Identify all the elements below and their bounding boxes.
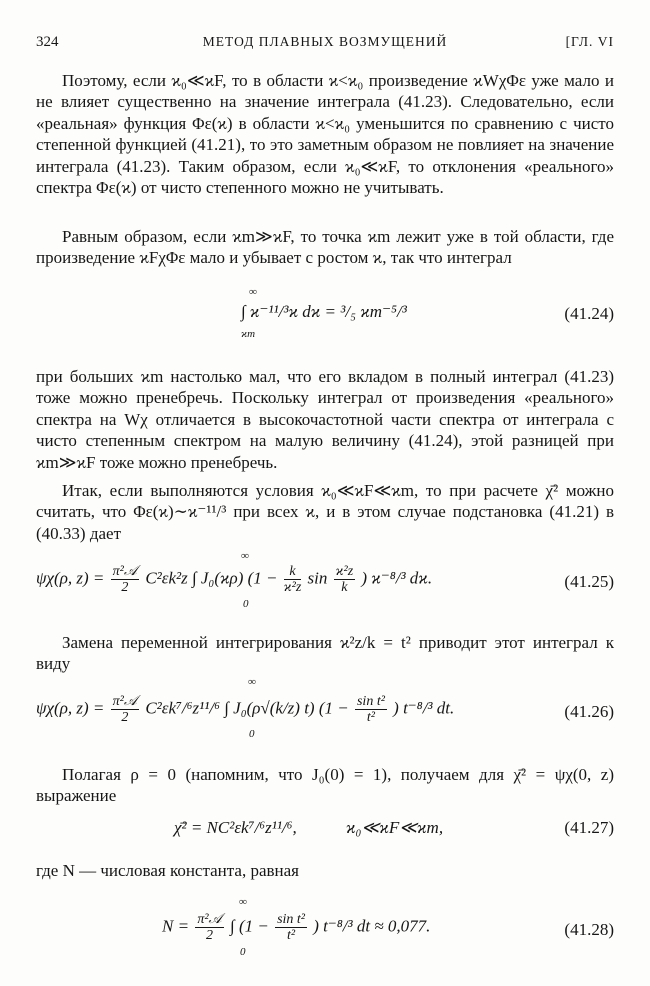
fraction	[275, 912, 307, 943]
equation-body	[36, 564, 432, 595]
equation-middle: ∫ (1 −	[230, 916, 269, 936]
integral-lower-limit: 0	[249, 728, 255, 740]
equation-tail: ) t⁻⁸/³ dt ≈ 0,077.	[313, 916, 431, 936]
equation-41-28	[36, 896, 614, 962]
equation-middle: C²εk²z ∫ J₀(ϰρ) (1 −	[145, 568, 278, 588]
fraction	[284, 564, 302, 595]
fraction	[195, 912, 223, 943]
fraction	[111, 564, 139, 595]
fraction-denominator: 2	[206, 928, 214, 943]
integral-lower-limit: 0	[243, 598, 249, 610]
fraction	[111, 694, 139, 725]
paragraph-2: Равным образом, если ϰm≫ϰF, то точка ϰm лежит уже в той области, где произведение ϰFχΦε мало и убывает с ростом ϰ, так что интеграл	[36, 227, 614, 268]
equation-41-27	[36, 818, 614, 844]
fraction-numerator: π²𝒜	[112, 564, 138, 579]
fraction-numerator: k	[284, 564, 302, 580]
equation-condition: ϰ₀≪ϰF≪ϰm,	[346, 818, 444, 837]
integral-lower-limit: ϰm	[241, 328, 256, 340]
equation-expression: ∫ ϰ⁻¹¹/³ϰ dϰ = ³/₅ ϰm⁻⁵/³	[241, 302, 407, 321]
page	[36, 0, 614, 986]
fraction-numerator: π²𝒜	[197, 912, 222, 927]
equation-tail: ) ϰ⁻⁸/³ dϰ.	[361, 568, 433, 588]
equation-lhs: ψχ(ρ, z) =	[36, 568, 105, 588]
equation-number: (41.28)	[564, 920, 614, 939]
fraction-numerator: ϰ²z	[335, 564, 354, 579]
equation-number: (41.25)	[564, 572, 614, 591]
equation-middle: C²εk⁷/⁶z¹¹/⁶ ∫ J₀(ρ√(k/z) t) (1 −	[145, 698, 349, 718]
equation-number: (41.26)	[564, 702, 614, 721]
integral-upper-limit: ∞	[239, 896, 247, 908]
integral-upper-limit: ∞	[248, 676, 256, 688]
fraction-denominator: t²	[287, 928, 296, 943]
page-number: 324	[36, 34, 59, 50]
fraction-numerator: sin t²	[356, 694, 385, 709]
paragraph-6: Полагая ρ = 0 (напомним, что J₀(0) = 1), получаем для χ̄² = ψχ(0, z) выражение	[36, 765, 614, 806]
fraction	[334, 564, 356, 595]
paragraph-7: где N — числовая константа, равная	[36, 861, 299, 880]
equation-lhs: ψχ(ρ, z) =	[36, 698, 105, 718]
paragraph-4: Итак, если выполняются условия ϰ₀≪ϰF≪ϰm, то при расчете χ̄² можно считать, что Φε(ϰ)∼ϰ⁻¹¹/³ при всех ϰ, и в этом случае подстановка (41.21) в (40.33) дает	[36, 481, 614, 543]
fraction-numerator: π²𝒜	[112, 694, 138, 709]
equation-body	[162, 912, 430, 943]
fraction	[355, 694, 387, 725]
equation-body	[36, 694, 454, 725]
equation-41-25	[36, 550, 614, 614]
paragraph-5: Замена переменной интегрирования ϰ²z/k = t² приводит этот интеграл к виду	[36, 633, 614, 674]
integral-lower-limit: 0	[240, 946, 246, 958]
fraction-denominator: ϰ²z	[283, 580, 302, 595]
paragraph-1: Поэтому, если ϰ₀≪ϰF, то в области ϰ<ϰ₀ произведение ϰWχΦε уже мало и не влияет существенно на значение интеграла (41.23). Следовательно, если «реальная» функция Φε(ϰ) в области ϰ<ϰ₀ уменьшится по сравнению с чисто степенной функцией (41.21), то это заметным образом не повлияет на значение интеграла (41.23). Таким образом, если ϰ₀≪ϰF, то отклонения «реального» спектра Φε(ϰ) от чисто степенного можно не учитывать.	[36, 71, 614, 198]
equation-41-26	[36, 676, 614, 746]
equation-number: (41.27)	[564, 818, 614, 837]
paragraph-3: при больших ϰm настолько мал, что его вкладом в полный интеграл (41.23) тоже можно пренебречь. Поскольку интеграл от произведения «реального» спектра на Wχ отличается в высокочастотной части спектра от интеграла с чисто степенным спектром на малую величину (41.24), этой разницей при ϰm≫ϰF тоже можно пренебречь.	[36, 367, 614, 472]
equation-41-24	[36, 284, 614, 344]
running-title: МЕТОД ПЛАВНЫХ ВОЗМУЩЕНИЙ	[202, 34, 448, 49]
running-head	[36, 34, 614, 54]
fraction-denominator: 2	[121, 710, 129, 725]
fraction-numerator: sin t²	[277, 912, 306, 927]
sin-label: sin	[307, 568, 328, 588]
integral-upper-limit: ∞	[249, 286, 257, 298]
equation-tail: ) t⁻⁸/³ dt.	[393, 698, 455, 718]
fraction-denominator: 2	[121, 580, 129, 595]
equation-number: (41.24)	[564, 304, 614, 323]
equation-lhs: N =	[162, 916, 190, 936]
fraction-denominator: k	[341, 580, 348, 595]
integral-upper-limit: ∞	[241, 550, 249, 562]
chapter-label: [ГЛ. VI	[565, 34, 614, 49]
fraction-denominator: t²	[366, 710, 375, 725]
equation-expression: χ̄² = NC²εk⁷/⁶z¹¹/⁶,	[174, 818, 297, 837]
